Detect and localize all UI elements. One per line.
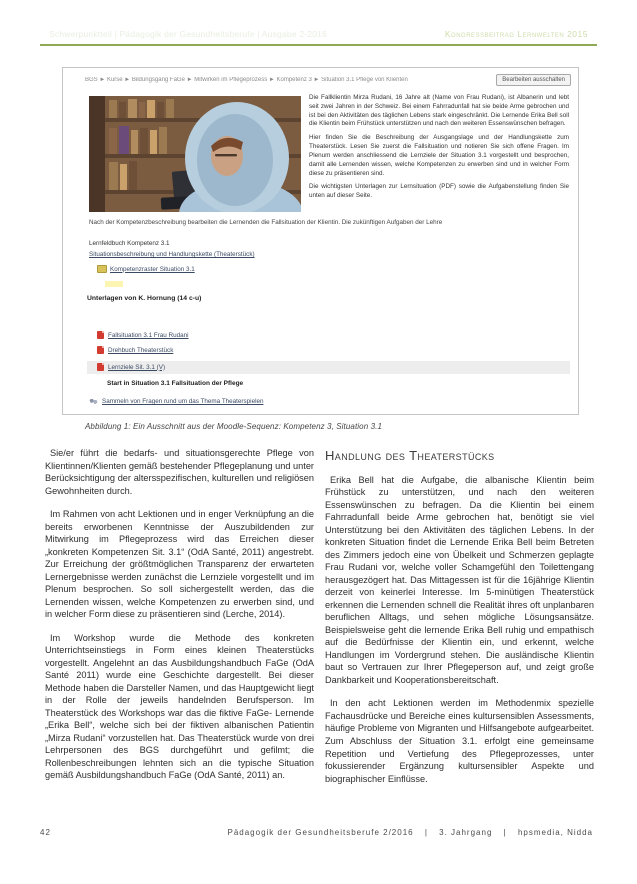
- pdf-icon: [97, 363, 104, 371]
- header-conference-tag: Kongressbeitrag Lernwelten 2015: [444, 29, 588, 39]
- body-paragraph: Erika Bell hat die Aufgabe, die albanische Klientin beim Frühstück zu unterstützen, und nach den weiteren Essenswünschen zu befragen. Da die Klientin bei einem Fahrradunfall beide Arme gebrochen hat, benötigt sie viel Unterstützung bei den Aktivitäten des täglichen Lebens. In der konkreten Situation findet die Lernende Erika Bell beim Betreten des Zimmers jedoch eine von Übelkeit und Schmerzen geplagte Frau Rudani vor, welche voller Schamgefühl den Toilettengang herausgezögert hat. Das Mittagessen ist für die 16jährige Klientin derzeit von keinerlei Interesse. Im 5-minütigen Theaterstück erkennen die Lernenden schnell die Realität ihres oft unplanbaren beruflichen Alltags, und sehen mögliche Lösungsansätze. Beispielsweise geht die lernende Erika Bell ruhig und empathisch auf die Bedürfnisse der Klientin ein, und erkennt, welche Handlungen im Vordergrund stehen. Die ausländische Klientin baut so Vertrauen zur Ihrer Pflegeperson auf, und zeigt große Dankbarkeit und Kooperationsbereitschaft.: [325, 474, 594, 685]
- unterlagen-heading: Unterlagen von K. Hornung (14 c-u): [87, 295, 202, 302]
- photo-caption: Nach der Kompetenzbeschreibung bearbeiten die Lernenden die Fallsituation der Klientin. Die zukünftigen Aufgaben der Lehre: [89, 219, 443, 226]
- situation-link: Situationsbeschreibung und Handlungskette (Theaterstück): [89, 251, 255, 258]
- page-footer: [40, 828, 597, 837]
- forum-icon: [89, 398, 98, 405]
- start-situation-label: Start in Situation 3.1 Fallsituation der Pflege: [107, 380, 244, 387]
- journal-title: Pädagogik der Gesundheitsberufe 2/2016: [227, 828, 414, 837]
- pdf-file-row: [97, 346, 173, 354]
- header-section-title: Schwerpunktteil | Pädagogik der Gesundheitsberufe | Ausgabe 2-2016: [49, 29, 327, 39]
- kompetenzraster-row: [97, 265, 195, 273]
- forum-link: Sammeln von Fragen rund um das Thema Theaterspielen: [102, 398, 264, 405]
- highlight-mark: [105, 281, 123, 287]
- journal-line: [223, 828, 597, 837]
- section-heading: Handlung des Theaterstücks: [325, 448, 495, 463]
- moodle-screenshot-figure: [62, 67, 579, 415]
- situation-description: [309, 94, 569, 206]
- folder-icon: [97, 265, 107, 273]
- right-column: [325, 447, 594, 796]
- kompetenzraster-link: Kompetenzraster Situation 3.1: [110, 265, 195, 273]
- forum-row: [89, 398, 263, 405]
- situation-paragraph: Die Fallklientin Mirza Rudani, 16 Jahre alt (Name von Frau Rudani), ist Albanerin und lebt seit zwei Jahren in der Schweiz. Bei einem Fahrradunfall hat sie beide Arme gebrochen und ist bei den Aktivitäten des täglichen Lebens stark eingeschränkt. Die Lernende Erika Bell soll die Klientin beim Frühstück unterstützen und nach den weiteren Essenswünschen befragen.: [309, 94, 569, 128]
- body-paragraph: Sie/er führt die bedarfs- und situationsgerechte Pflege von Klientinnen/Klienten gemäß bestehender Pflegeplanung und unter Berücksichtigung der altersspezifischen, kulturellen und religiösen Gewohnheiten durch.: [45, 448, 314, 496]
- course-photo: [89, 96, 301, 212]
- pdf-file-row: [97, 363, 165, 371]
- article-body: [45, 447, 594, 796]
- body-paragraph: Im Workshop wurde die Methode des konkreten Unterrichtseinstiegs in Form eines kleinen Theaterstücks vorgestellt. Angelehnt an das Ausbildungshandbuch FaGe (OdA Santé 2011) wurde eine Geschichte dargestellt. Bei dieser Methode haben die Darsteller Namen, und das Hauptgewicht liegt in der Rolle der jeweils handelnden Berufsperson. Im Theaterstück des Workshops war das die fiktive FaGe- Lernende „Erika Bell“, welche sich bei der fiktiven albanischen Patientin „Mirza Rudani“ vorzustellen hat. Das Theaterstück wurde von drei Lehrpersonen des BGS durchgeführt und gefilmt; die Rollenbeschreibungen lehnten sich an die typische Situation gemäß Ausbildungshandbuch FaGe (OdA Santé, 2011) an.: [45, 632, 314, 781]
- body-paragraph: In den acht Lektionen werden im Methodenmix spezielle Fachausdrücke und Bereiche eines kultursensiblen Assessments, häufige Probleme von Migranten und Hilfsangebote aufgearbeitet. Zum Abschluss der Situation 3.1. erfolgt eine gemeinsame Repetition und Vertiefung des Pflegeprozesses, unter fokussierender Ergänzung kultursensibler Aspekte und biographischer Einflüsse.: [325, 698, 594, 784]
- pdf-file-link: Drehbuch Theaterstück: [108, 346, 174, 354]
- footer-separator: |: [503, 828, 507, 837]
- footer-separator: |: [424, 828, 428, 837]
- figure-caption: Abbildung 1: Ein Ausschnitt aus der Moodle-Sequenz: Kompetenz 3, Situation 3.1: [85, 422, 383, 431]
- course-photo-art: [89, 96, 301, 212]
- page-header-bar: [40, 24, 597, 46]
- pdf-icon: [97, 331, 104, 339]
- journal-publisher: hpsmedia, Nidda: [517, 828, 593, 837]
- pdf-icon: [97, 346, 104, 354]
- left-column: [45, 447, 314, 796]
- lernfeldbuch-label: Lernfeldbuch Kompetenz 3.1: [89, 240, 170, 247]
- situation-paragraph: Die wichtigsten Unterlagen zur Lernsituation (PDF) sowie die Aufgabenstellung finden Sie unten auf dieser Seite.: [309, 183, 569, 200]
- pdf-file-link: Fallsituation 3.1 Frau Rudani: [108, 331, 189, 339]
- page-number: 42: [40, 828, 51, 837]
- breadcrumb: BGS ► Kurse ► Bildungsgang FaGe ► Mitwirken im Pflegeprozess ► Kompetenz 3 ► Situation 3.1 Pflege von Klienten: [85, 77, 408, 83]
- body-paragraph: Im Rahmen von acht Lektionen und in enger Verknüpfung an die bereits erworbenen Kenntnisse der Auszubildenden zur Mitwirkung im Pflegeprozess wird das Erreichen dieser „konkreten Kompetenzen Sit. 3.1“ (OdA Santé, 2011) angestrebt. Zur Erreichung der größtmöglichen Transparenz der erwarteten Lernergebnisse werden zunächst die Lernziele vorgestellt und im Plenum besprochen. So soll sichergestellt werden, das die Lernenden wissen, welche Kompetenzen zu erwerben sind, und in welcher Form diese zu präsentieren sind (Lerche, 2014).: [45, 509, 314, 620]
- edit-toggle-button: Bearbeiten ausschalten: [496, 74, 571, 86]
- journal-volume: 3. Jahrgang: [439, 828, 493, 837]
- pdf-file-row: [97, 331, 189, 339]
- situation-paragraph: Hier finden Sie die Beschreibung der Ausgangslage und der Handlungskette zum Theaterstück. Lesen Sie zuerst die Fallsituation und notieren Sie sich offene Fragen. Im Plenum werden anschliessend die Lernziele der Situation 3.1 vorgestellt und besprochen, damit alle Lernenden wissen, welche Kompetenzen zu erwerben sind und in welcher Form diese zu präsentieren sind.: [309, 134, 569, 177]
- pdf-file-link: Lernziele Sit. 3.1 (V): [108, 363, 166, 371]
